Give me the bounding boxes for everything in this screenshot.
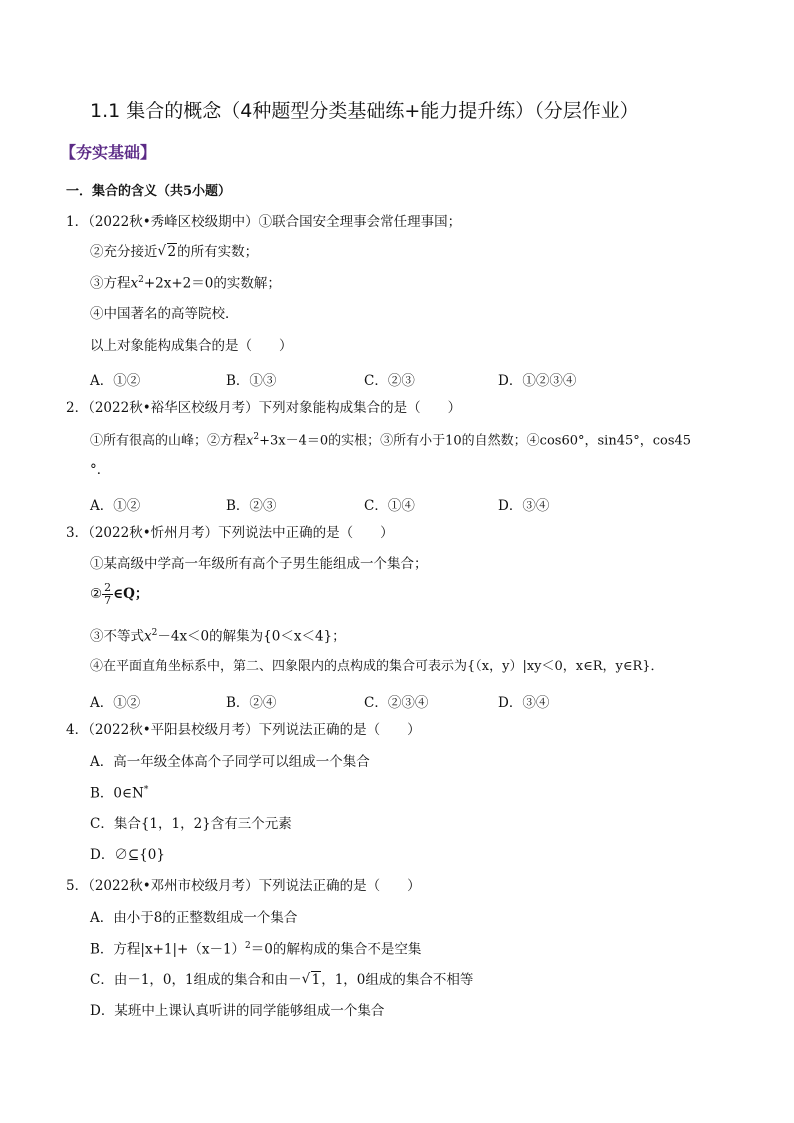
sqrt-expression: √ 1 <box>302 972 322 988</box>
option-c: C．②③ <box>364 373 415 389</box>
sqrt-expression: √ 2 <box>158 244 178 260</box>
question-3-line-2: ② $\frac{2}{7}$ ∈Q； <box>90 581 149 608</box>
question-source: （2022秋•平阳县校级月考） <box>88 722 259 738</box>
question-text: 下列说法正确的是（ ） <box>258 722 421 738</box>
question-1-line-3: ③方程$x^2+2x+2=0$的实数解； <box>90 275 281 292</box>
section-heading: 一．集合的含义（共5小题） <box>66 184 232 199</box>
question-2-stem <box>66 400 461 416</box>
option-d: D．∅⊆{0} <box>90 847 165 863</box>
question-source: （2022秋•秀峰区校级期中） <box>88 214 259 230</box>
question-5-stem <box>66 878 421 894</box>
option-a: A．①② <box>90 373 141 389</box>
section-banner: 【夯实基础】 <box>60 143 157 162</box>
option-d: D．③④ <box>498 498 550 514</box>
option-a: A．由小于8的正整数组成一个集合 <box>90 910 298 926</box>
question-2-line-2: °． <box>90 462 111 478</box>
question-3-line-3: ③不等式$x^2-4x<0$的解集为{0＜x＜4}； <box>90 628 346 645</box>
question-number: 5． <box>66 878 89 894</box>
option-c: C．集合{1，1，2}含有三个元素 <box>90 816 292 832</box>
option-c: C．①④ <box>364 498 415 514</box>
question-text: ①联合国安全理事会常任理事国； <box>258 214 462 230</box>
question-1-stem <box>66 214 461 230</box>
question-1-line-2: ②充分接近√ 2的所有实数； <box>90 244 258 260</box>
question-number: 1． <box>66 214 89 230</box>
option-c: C．由－1，0，1组成的集合和由－√ 1，1，0组成的集合不相等 <box>90 972 473 988</box>
question-text: 下列说法中正确的是（ ） <box>218 525 394 541</box>
fraction: $\frac{2}{7}$ <box>104 581 112 608</box>
question-number: 2． <box>66 400 89 416</box>
option-d: D．①②③④ <box>498 373 577 389</box>
option-a: A．①② <box>90 498 141 514</box>
question-source: （2022秋•裕华区校级月考） <box>88 400 259 416</box>
question-3-line-1: ①某高级中学高一年级所有高个子男生能组成一个集合； <box>90 556 428 572</box>
question-2-line-1: ①所有很高的山峰；②方程$x^2+3x-4=0$的实根；③所有小于10的自然数；④cos60°，sin45°，cos45 <box>90 432 692 449</box>
option-d: D．③④ <box>498 695 550 711</box>
option-a: A．①② <box>90 695 141 711</box>
question-1-line-5: 以上对象能构成集合的是（ ） <box>90 338 293 354</box>
option-b: B．0∈N* <box>90 785 149 802</box>
option-b: B．②④ <box>226 695 277 711</box>
question-number: 4． <box>66 722 89 738</box>
page-title: 1.1 集合的概念（4种题型分类基础练+能力提升练）（分层作业） <box>90 100 639 122</box>
option-c: C．②③④ <box>364 695 429 711</box>
option-d: D．某班中上课认真听讲的同学能够组成一个集合 <box>90 1003 385 1019</box>
option-b: B．方程$|x+1|+(x-1)^2=0$的解构成的集合不是空集 <box>90 941 422 958</box>
option-a: A．高一年级全体高个子同学可以组成一个集合 <box>90 754 370 770</box>
option-b: B．①③ <box>226 373 277 389</box>
question-number: 3． <box>66 525 89 541</box>
question-text: 下列对象能构成集合的是（ ） <box>258 400 462 416</box>
question-4-stem <box>66 722 421 738</box>
question-source: （2022秋•邓州市校级月考） <box>88 878 259 894</box>
option-b: B．②③ <box>226 498 277 514</box>
question-text: 下列说法正确的是（ ） <box>258 878 421 894</box>
question-source: （2022秋•忻州月考） <box>88 525 219 541</box>
question-3-line-4: ④在平面直角坐标系中，第二、四象限内的点构成的集合可表示为{（x，y）|xy＜0，x∈R，y∈R}． <box>90 659 664 674</box>
question-1-line-4: ④中国著名的高等院校． <box>90 306 239 322</box>
question-3-stem <box>66 525 394 541</box>
